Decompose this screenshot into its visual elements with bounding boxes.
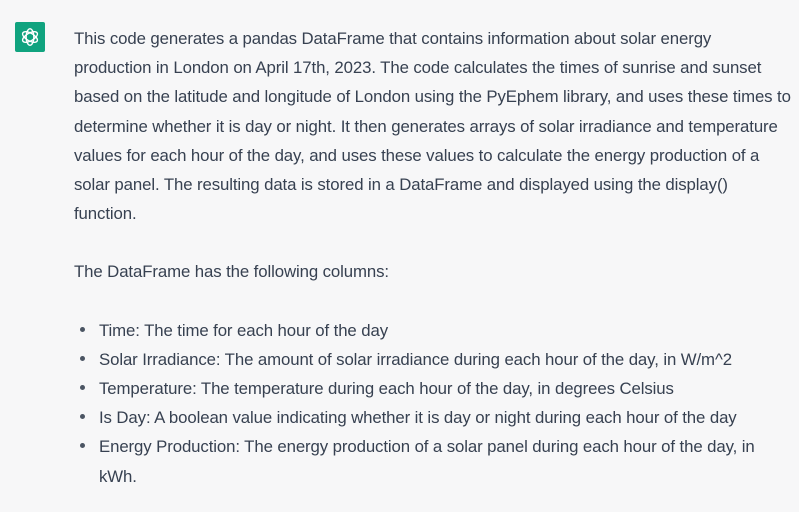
- list-item: [74, 432, 792, 490]
- list-item-text: Is Day: A boolean value indicating whether it is day or night during each hour of the day: [99, 408, 737, 428]
- columns-lead-paragraph: The DataFrame has the following columns:: [74, 262, 389, 282]
- columns-list: [74, 316, 792, 491]
- list-item: [74, 374, 792, 403]
- list-item-text: Temperature: The temperature during each hour of the day, in degrees Celsius: [99, 379, 674, 399]
- list-item-text: Time: The time for each hour of the day: [99, 320, 388, 340]
- openai-logo-icon: [19, 26, 41, 48]
- bullet-icon: [80, 356, 85, 361]
- list-item-text: Energy Production: The energy production of a solar panel during each hour of the day, in kWh.: [99, 437, 755, 486]
- message-content: [74, 24, 792, 491]
- bullet-icon: [80, 443, 85, 448]
- bullet-icon: [80, 414, 85, 419]
- list-item-text: Solar Irradiance: The amount of solar irradiance during each hour of the day, in W/m^2: [99, 349, 732, 369]
- assistant-avatar: [15, 22, 45, 52]
- bullet-icon: [80, 385, 85, 390]
- list-item: [74, 316, 792, 345]
- list-item: [74, 403, 792, 432]
- list-item: [74, 345, 792, 374]
- intro-paragraph: This code generates a pandas DataFrame that contains information about solar energy production in London on April 17th, 2023. The code calculates the times of sunrise and sunset based on the latitude and longitude of London using the PyEphem library, and uses these times to determine whether it is day or night. It then generates arrays of solar irradiance and temperature values for each hour of the day, and uses these values to calculate the energy production of a solar panel. The resulting data is stored in a DataFrame and displayed using the display() function.: [74, 29, 791, 224]
- bullet-icon: [80, 327, 85, 332]
